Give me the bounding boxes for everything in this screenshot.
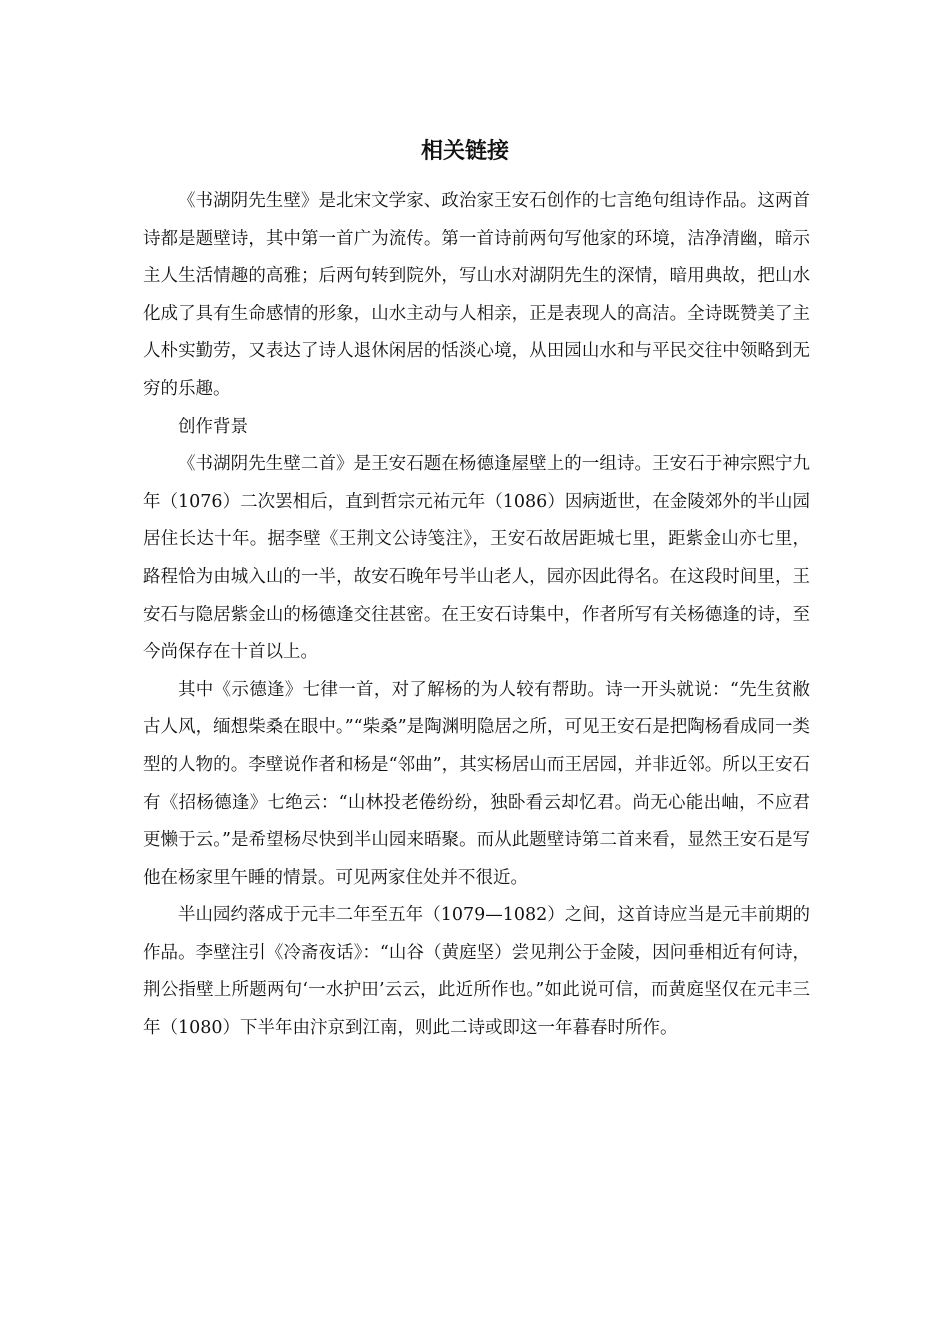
paragraph-intro: 《书湖阴先生壁》是北宋文学家、政治家王安石创作的七言绝句组诗作品。这两首诗都是题壁诗，其中第一首广为流传。第一首诗前两句写他家的环境，洁净清幽，暗示主人生活情趣的高雅；后两句转到院外，写山水对湖阴先生的深情，暗用典故，把山水化成了具有生命感情的形象，山水主动与人相亲，正是表现人的高洁。全诗既赞美了主人朴实勤劳，又表达了诗人退休闲居的恬淡心境，从田园山水和与平民交往中领略到无穷的乐趣。 bbox=[143, 191, 810, 399]
paragraph-background: 《书湖阴先生壁二首》是王安石题在杨德逢屋壁上的一组诗。王安石于神宗熙宁九年（1076）二次罢相后，直到哲宗元祐元年（1086）因病逝世，在金陵郊外的半山园居住长达十年。据李壁《王荆文公诗笺注》，王安石故居距城七里，距紫金山亦七里，路程恰为由城入山的一半，故安石晚年号半山老人，园亦因此得名。在这段时间里，王安石与隐居紫金山的杨德逢交往甚密。在王安石诗集中，作者所写有关杨德逢的诗，至今尚保存在十首以上。 bbox=[143, 454, 810, 663]
paragraph-shidefeng: 其中《示德逢》七律一首，对了解杨的为人较有帮助。诗一开头就说：“先生贫敝古人风，缅想柴桑在眼中。”“柴桑”是陶渊明隐居之所，可见王安石是把陶杨看成同一类型的人物的。李壁说作者和杨是“邻曲”，其实杨居山而王居园，并非近邻。所以王安石有《招杨德逢》七绝云：“山林投老倦纷纷，独卧看云却忆君。尚无心能出岫，不应君更懒于云。”是希望杨尽快到半山园来晤聚。而从此题壁诗第二首来看，显然王安石是写他在杨家里午睡的情景。可见两家住处并不很近。 bbox=[143, 679, 810, 888]
section-heading: 创作背景 bbox=[178, 416, 248, 437]
article-body bbox=[143, 183, 810, 1048]
page-title: 相关链接 bbox=[420, 139, 509, 164]
paragraph-banshanyuan: 半山园约落成于元丰二年至五年（1079—1082）之间，这首诗应当是元丰前期的作品。李壁注引《冷斋夜话》：“山谷（黄庭坚）尝见荆公于金陵，因问垂相近有何诗，荆公指壁上所题两句‘一水护田’云云，此近所作也。”如此说可信，而黄庭坚仅在元丰三年（1080）下半年由汴京到江南，则此二诗或即这一年暮春时所作。 bbox=[143, 905, 810, 1039]
